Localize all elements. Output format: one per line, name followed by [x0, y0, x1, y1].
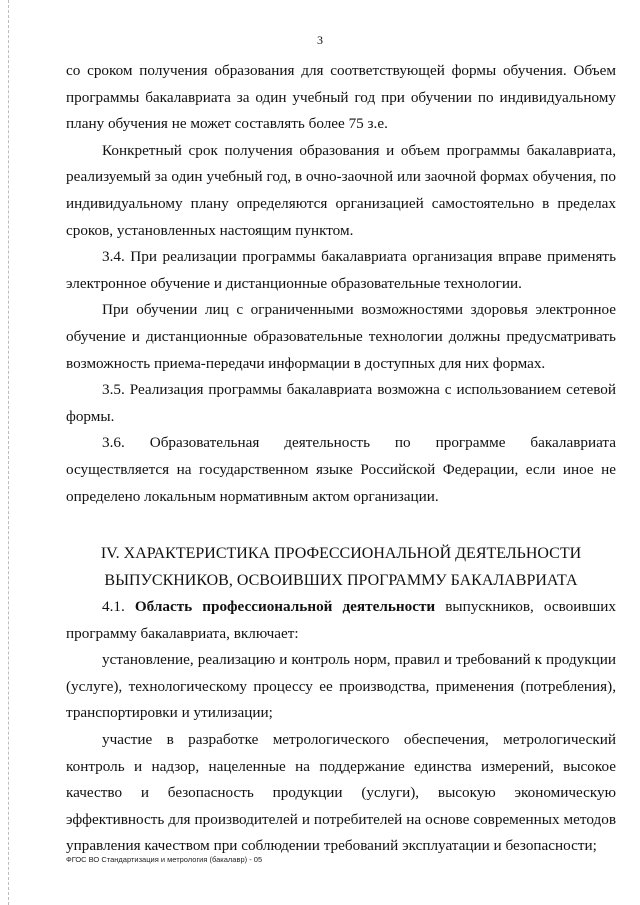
- paragraph-term-volume: Конкретный срок получения образования и объем программы бакалавриата, реализуемый за один учебный год, в очно-заочной или заочной формах обучения, по индивидуальному плану определяются организацией самостоятельно в пределах сроков, установленных настоящим пунктом.: [66, 141, 616, 239]
- document-body: [66, 58, 616, 860]
- paragraph-3-5: 3.5. Реализация программы бакалавриата возможна с использованием сетевой формы.: [66, 381, 616, 425]
- paragraph-4-1: [66, 594, 616, 647]
- section-heading-line-2: ВЫПУСКНИКОВ, ОСВОИВШИХ ПРОГРАММУ БАКАЛАВРИАТА: [104, 572, 578, 590]
- paragraph-3-6: 3.6. Образовательная деятельность по программе бакалавриата осуществляется на государственном языке Российской Федерации, если иное не определено локальным нормативным актом организации.: [66, 434, 616, 505]
- paragraph-3-4: 3.4. При реализации программы бакалавриата организация вправе применять электронное обучение и дистанционные образовательные технологии.: [66, 248, 616, 292]
- clause-text: выпускников, освоивших программу бакалавриата, включает:: [66, 598, 616, 642]
- list-item-metrology: участие в разработке метрологического обеспечения, метрологический контроль и надзор, нацеленные на поддержание единства измерений, высокое качество и безопасность продукции (услуги), высокую экономическую эффективность для производителей и потребителей на основе современных методов управления качеством при соблюдении требований эксплуатации и безопасности;: [66, 731, 616, 855]
- bold-term: Область профессиональной деятельности: [134, 598, 436, 616]
- clause-number: 4.1.: [102, 598, 125, 616]
- paragraph-disabilities: При обучении лиц с ограниченными возможностями здоровья электронное обучение и дистанционные образовательные технологии должны предусматривать возможность приема-передачи информации в доступных для них формах.: [66, 301, 616, 372]
- scan-edge-line: [8, 0, 9, 905]
- section-heading-line-1: IV. ХАРАКТЕРИСТИКА ПРОФЕССИОНАЛЬНОЙ ДЕЯТЕЛЬНОСТИ: [100, 545, 582, 563]
- section-heading: [66, 540, 616, 594]
- paragraph-continuation: со сроком получения образования для соответствующей формы обучения. Объем программы бакалавриата за один учебный год при обучении по индивидуальному плану обучения не может составлять более 75 з.е.: [66, 62, 616, 133]
- footer-note: ФГОС ВО Стандартизация и метрология (бакалавр) - 05: [66, 855, 263, 864]
- page-number: 3: [317, 33, 323, 47]
- list-item-standards: установление, реализацию и контроль норм, правил и требований к продукции (услуге), технологическому процессу ее производства, применения (потребления), транспортировки и утилизации;: [66, 651, 616, 722]
